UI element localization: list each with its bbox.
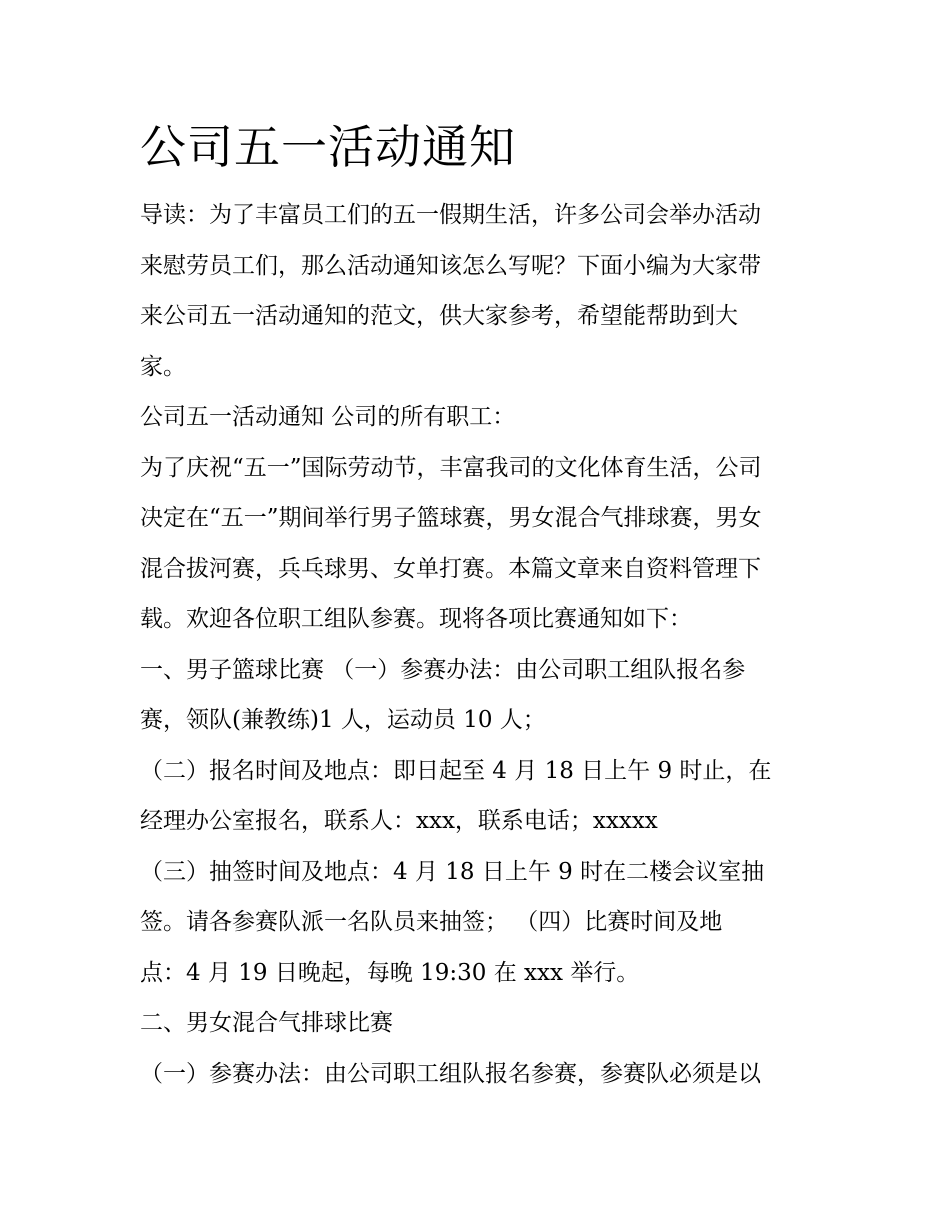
paragraph-line: 公司五一活动通知 公司的所有职工： [140, 404, 516, 430]
paragraph [140, 746, 820, 847]
paragraph-line: 一、男子篮球比赛 （一）参赛办法：由公司职工组队报名参 [140, 656, 746, 683]
paragraph-line: 点：4 月 19 日晚起，每晚 19:30 在 xxx 举行。 [140, 959, 640, 986]
paragraph [140, 443, 820, 645]
paragraph [140, 847, 820, 999]
paragraph-line: 二、男女混合气排球比赛 [140, 1010, 393, 1036]
paragraph [140, 998, 820, 1049]
paragraph [140, 392, 820, 443]
paragraph-line: 赛，领队(兼教练)1 人，运动员 10 人； [140, 707, 546, 733]
paragraph-line: 来慰劳员工们，那么活动通知该怎么写呢？下面小编为大家带 [140, 252, 761, 279]
paragraph-line: 导读：为了丰富员工们的五一假期生活，许多公司会举办活动 [140, 202, 761, 228]
paragraph [140, 190, 820, 392]
paragraph-line: 决定在“五一”期间举行男子篮球赛，男女混合气排球赛，男女 [140, 505, 762, 531]
paragraph-line: （三）抽签时间及地点：4 月 18 日上午 9 时在二楼会议室抽 [140, 858, 765, 885]
paragraph-line: 家。 [140, 353, 186, 380]
paragraph-line: 载。欢迎各位职工组队参赛。现将各项比赛通知如下： [140, 606, 692, 632]
paragraph-line: 来公司五一活动通知的范文，供大家参考，希望能帮助到大 [140, 303, 738, 329]
paragraph [140, 645, 820, 746]
document-content [140, 112, 820, 1099]
paragraph-line: 为了庆祝“五一”国际劳动节，丰富我司的文化体育生活，公司 [140, 454, 762, 481]
paragraph-line: 混合拔河赛，兵乓球男、女单打赛。本篇文章来自资料管理下 [140, 555, 761, 582]
document-body [140, 190, 820, 1099]
paragraph-line: 签。请各参赛队派一名队员来抽签； （四）比赛时间及地 [140, 909, 723, 935]
paragraph-line: （二）报名时间及地点：即日起至 4 月 18 日上午 9 时止，在 [140, 757, 772, 784]
paragraph-line: 经理办公室报名，联系人：xxx，联系电话；xxxxx [140, 808, 658, 834]
paragraph-line: （一）参赛办法：由公司职工组队报名参赛，参赛队必须是以 [140, 1060, 761, 1087]
paragraph [140, 1049, 820, 1100]
document-title: 公司五一活动通知 [140, 120, 516, 174]
